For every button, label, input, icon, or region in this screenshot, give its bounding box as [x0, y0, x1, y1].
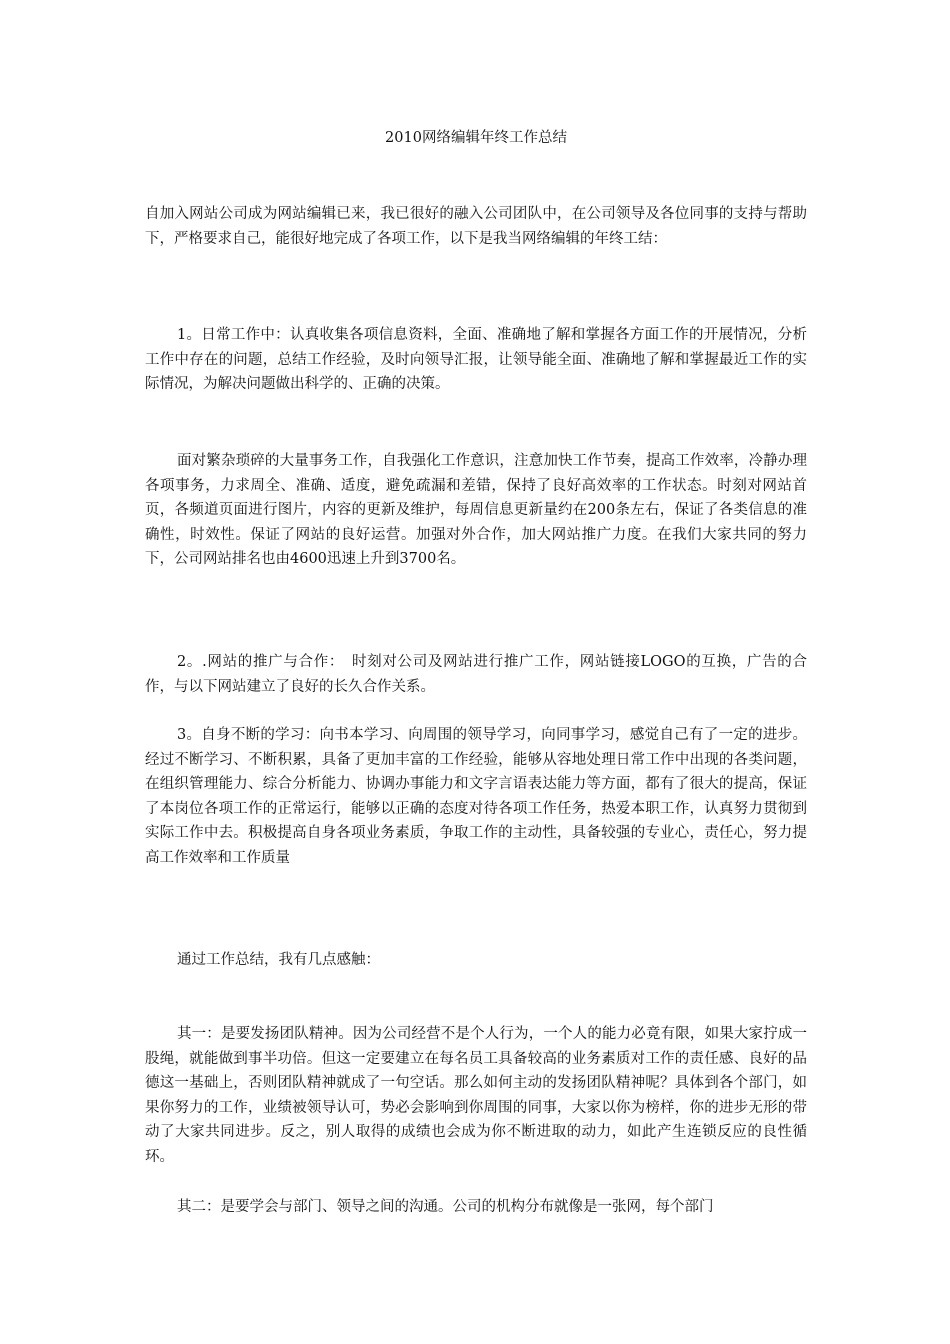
section-3-paragraph: 3。自身不断的学习：向书本学习、向周围的领导学习，向同事学习，感觉自己有了一定的进步。经过不断学习、不断积累，具备了更加丰富的工作经验，能够从容地处理日常工作中出现的各类问题，在组织管理能力、综合分析能力、协调办事能力和文字言语表达能力等方面，都有了很大的提高，保证了本岗位各项工作的正常运行，能够以正确的态度对待各项工作任务，热爱本职工作，认真努力贯彻到实际工作中去。积极提高自身各项业务素质，争取工作的主动性，具备较强的专业心，责任心，努力提高工作效率和工作质量: [145, 727, 807, 866]
document-page: [145, 0, 807, 1344]
section-1-paragraph: 1。日常工作中：认真收集各项信息资料，全面、准确地了解和掌握各方面工作的开展情况，分析工作中存在的问题，总结工作经验，及时向领导汇报，让领导能全面、准确地了解和掌握最近工作的实际情况，为解决问题做出科学的、正确的决策。: [145, 327, 807, 392]
point-two-paragraph: 其二：是要学会与部门、领导之间的沟通。公司的机构分布就像是一张网，每个部门: [177, 1199, 714, 1215]
intro-paragraph: 自加入网站公司成为网站编辑已来，我已很好的融入公司团队中，在公司领导及各位同事的支持与帮助下，严格要求自己，能很好地完成了各项工作，以下是我当网络编辑的年终工结：: [145, 206, 807, 247]
reflection-intro-paragraph: 通过工作总结，我有几点感触：: [177, 952, 380, 968]
daily-work-paragraph: 面对繁杂琐碎的大量事务工作，自我强化工作意识，注意加快工作节奏，提高工作效率，冷静办理各项事务，力求周全、准确、适度，避免疏漏和差错，保持了良好高效率的工作状态。时刻对网站首页，各频道页面进行图片，内容的更新及维护，每周信息更新量约在200条左右，保证了各类信息的准确性，时效性。保证了网站的良好运营。加强对外合作，加大网站推广力度。在我们大家共同的努力下，公司网站排名也由4600迅速上升到3700名。: [145, 453, 807, 567]
point-one-paragraph: 其一：是要发扬团队精神。因为公司经营不是个人行为，一个人的能力必竟有限，如果大家拧成一股绳，就能做到事半功倍。但这一定要建立在每名员工具备较高的业务素质对工作的责任感、良好的品德这一基础上，否则团队精神就成了一句空话。那么如何主动的发扬团队精神呢？具体到各个部门，如果你努力的工作，业绩被领导认可，势必会影响到你周围的同事，大家以你为榜样，你的进步无形的带动了大家共同进步。反之，别人取得的成绩也会成为你不断进取的动力，如此产生连锁反应的良性循环。: [145, 1026, 807, 1165]
document-title: 2010网络编辑年终工作总结: [385, 130, 567, 146]
section-2-paragraph: 2。.网站的推广与合作： 时刻对公司及网站进行推广工作，网站链接LOGO的互换，广告的合作，与以下网站建立了良好的长久合作关系。: [145, 654, 807, 695]
